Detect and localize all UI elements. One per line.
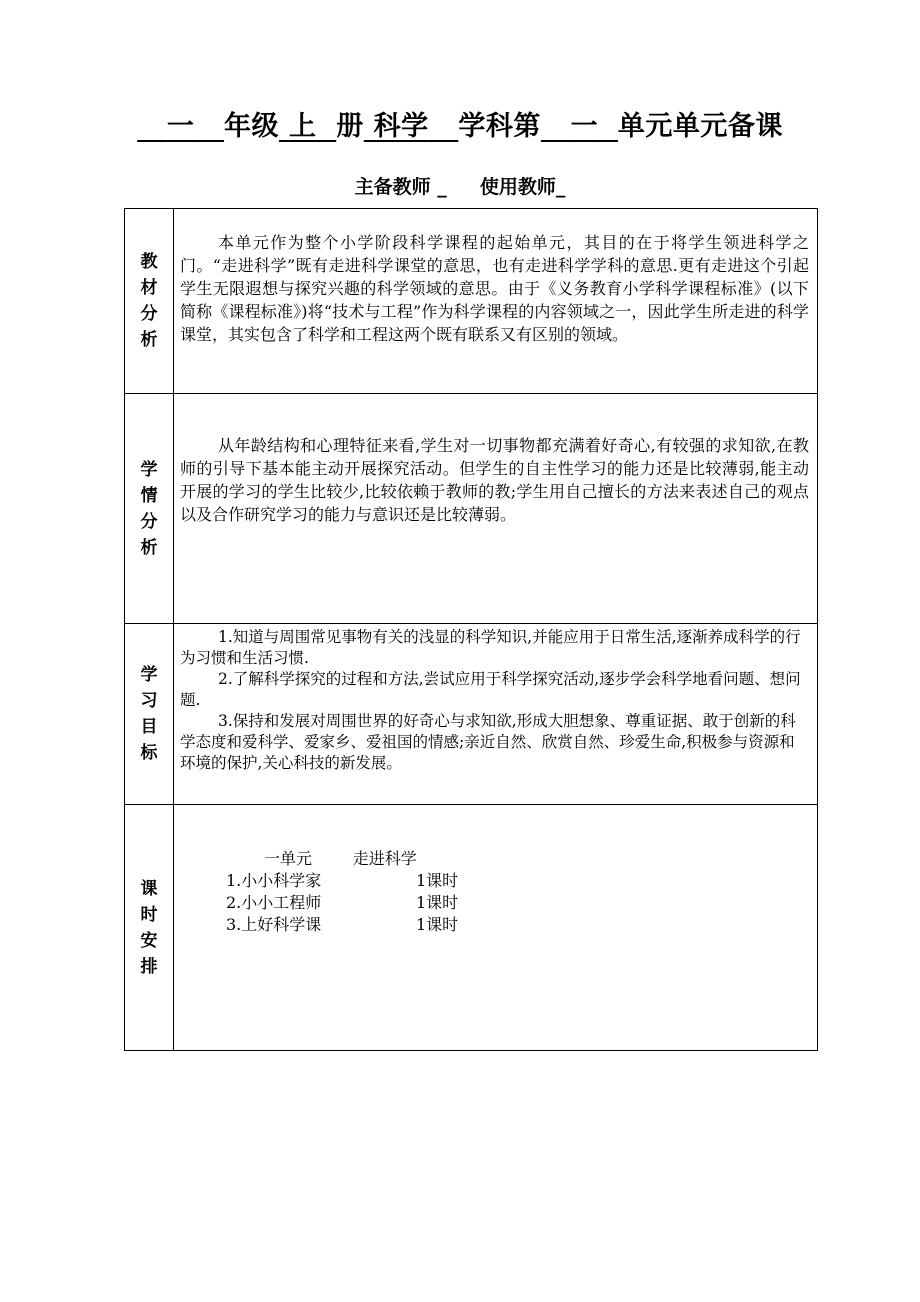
students-text: 从年龄结构和心理特征来看,学生对一切事物都充满着好奇心,有较强的求知欲,在教师的引导下基本能主动开展探究活动。但学生的自主性学习的能力还是比较薄弱,能主动开展的学习的学生比较少,比较依赖于教师的教;学生用自己擅长的方法来表述自己的观点以及合作研究学习的能力与意识还是比较薄弱。 xyxy=(180,436,809,524)
material-content xyxy=(174,209,818,394)
schedule-row xyxy=(125,805,818,1051)
schedule-content xyxy=(174,805,818,1051)
schedule-unit: 一单元 走进科学 xyxy=(264,849,417,868)
subject-blank: 科学 xyxy=(373,111,429,142)
teachers-line xyxy=(0,172,920,199)
schedule-label: 课 时 安 排 xyxy=(125,805,174,1051)
goal-item: 2.了解科学探究的过程和方法,尝试应用于科学探究活动,逐步学会科学地看问题、想问题. xyxy=(180,670,801,709)
lesson-plan-table xyxy=(124,208,818,1051)
lesson-item: 2.小小工程师 1课时 xyxy=(226,893,459,912)
material-row xyxy=(125,209,818,394)
goals-row xyxy=(125,624,818,805)
page-title xyxy=(0,104,920,143)
term-suffix: 册 xyxy=(336,111,364,142)
use-teacher-label: 使用教师 xyxy=(479,176,556,198)
lesson-item: 1.小小科学家 1课时 xyxy=(226,871,459,890)
students-row xyxy=(125,394,818,624)
material-label: 教 材 分 析 xyxy=(125,209,174,394)
unit-blank: 一 xyxy=(570,111,599,142)
main-teacher-value: _ xyxy=(437,176,447,198)
grade-suffix: 年级 xyxy=(224,111,280,142)
term-blank: 上 xyxy=(288,111,317,142)
goal-item: 3.保持和发展对周围世界的好奇心与求知欲,形成大胆想象、尊重证据、敢于创新的科学态度和爱科学、爱家乡、爱祖国的情感;亲近自然、欣赏自然、珍爱生命,积极参与资源和环境的保护,关心科技的新发展。 xyxy=(180,712,796,772)
material-text: 本单元作为整个小学阶段科学课程的起始单元，其目的在于将学生领进科学之门。“走进科学”既有走进科学课堂的意思，也有走进科学学科的意思.更有走进这个引起学生无限遐想与探究兴趣的科学领域的意思。由于《义务教育小学科学课程标准》(以下简称《课程标准》)将“技术与工程”作为科学课程的内容领域之一，因此学生所走进的科学课堂，其实包含了科学和工程这两个既有联系又有区别的领域。 xyxy=(180,233,809,344)
grade-blank: 一 xyxy=(166,111,195,142)
students-label: 学 情 分 析 xyxy=(125,394,174,624)
subject-suffix: 学科第 xyxy=(458,111,541,142)
main-teacher-label: 主备教师 xyxy=(354,176,431,198)
lesson-item: 3.上好科学课 1课时 xyxy=(226,915,459,934)
goals-content xyxy=(174,624,818,805)
goals-label: 学 习 目 标 xyxy=(125,624,174,805)
use-teacher-value: _ xyxy=(555,176,566,198)
students-content xyxy=(174,394,818,624)
unit-suffix: 单元单元备课 xyxy=(617,111,783,142)
goal-item: 1.知道与周围常见事物有关的浅显的科学知识,并能应用于日常生活,逐渐养成科学的行为习惯和生活习惯. xyxy=(180,628,801,667)
